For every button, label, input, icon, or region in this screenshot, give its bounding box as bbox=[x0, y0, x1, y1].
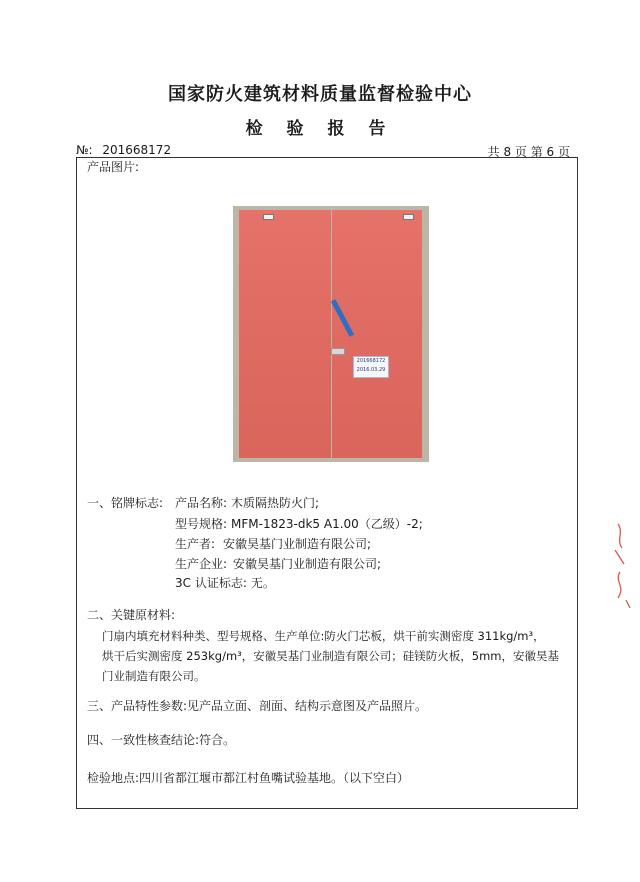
model-value: MFM-1823-dk5 A1.00（乙级）-2; bbox=[231, 517, 423, 531]
product-name-label: 产品名称: bbox=[175, 496, 228, 510]
door-hinge bbox=[403, 214, 414, 220]
sample-sticker bbox=[353, 356, 389, 378]
door-leaf-right bbox=[332, 210, 422, 458]
materials-heading: 二、关键原材料: bbox=[87, 608, 176, 622]
enterprise-row bbox=[175, 555, 381, 572]
product-name-row bbox=[175, 494, 319, 511]
producer-row bbox=[175, 535, 371, 552]
door-leaf-left bbox=[239, 210, 331, 458]
door-hinge bbox=[263, 214, 274, 220]
door-handle bbox=[331, 348, 345, 355]
report-doc-type: 检 验 报 告 bbox=[245, 119, 395, 139]
report-number-prefix: №: bbox=[76, 143, 93, 157]
red-seal-fragment bbox=[612, 520, 634, 610]
materials-line-2: 烘干后实测密度 253kg/m³，安徽昊基门业制造有限公司；硅镁防火板，5mm，安徽昊基 bbox=[102, 649, 559, 663]
ccc-label: 3C 认证标志: bbox=[175, 576, 247, 590]
producer-value: 安徽昊基门业制造有限公司; bbox=[223, 537, 372, 551]
materials-line-1: 门扇内填充材料种类、型号规格、生产单位:防火门芯板，烘干前实测密度 311kg/m³， bbox=[102, 629, 545, 643]
sticker-line-2: 2016.03.29 bbox=[356, 367, 386, 373]
product-photo bbox=[233, 206, 429, 462]
ccc-row bbox=[175, 574, 275, 591]
sticker-line-1: 201668172 bbox=[356, 358, 386, 364]
model-label: 型号规格: bbox=[175, 517, 228, 531]
ccc-value: 无。 bbox=[250, 576, 275, 590]
consistency-text: 四、一致性核查结论:符合。 bbox=[87, 733, 236, 747]
photo-label: 产品图片: bbox=[87, 160, 140, 174]
report-org-title: 国家防火建筑材料质量监督检验中心 bbox=[168, 84, 472, 105]
report-number-value: 201668172 bbox=[102, 143, 172, 157]
producer-label: 生产者: bbox=[175, 537, 216, 551]
report-number bbox=[76, 143, 171, 157]
product-name-value: 木质隔热防火门; bbox=[231, 496, 320, 510]
nameplate-heading: 一、铭牌标志: bbox=[87, 496, 164, 510]
page-counter: 共 8 页 第 6 页 bbox=[487, 145, 570, 159]
enterprise-value: 安徽昊基门业制造有限公司; bbox=[233, 557, 382, 571]
location-text: 检验地点:四川省都江堰市都江村鱼嘴试验基地。（以下空白） bbox=[87, 771, 410, 785]
model-row bbox=[175, 515, 423, 532]
characteristics-text: 三、产品特性参数:见产品立面、剖面、结构示意图及产品照片。 bbox=[87, 699, 428, 713]
materials-line-3: 门业制造有限公司。 bbox=[102, 669, 206, 683]
enterprise-label: 生产企业: bbox=[175, 557, 228, 571]
